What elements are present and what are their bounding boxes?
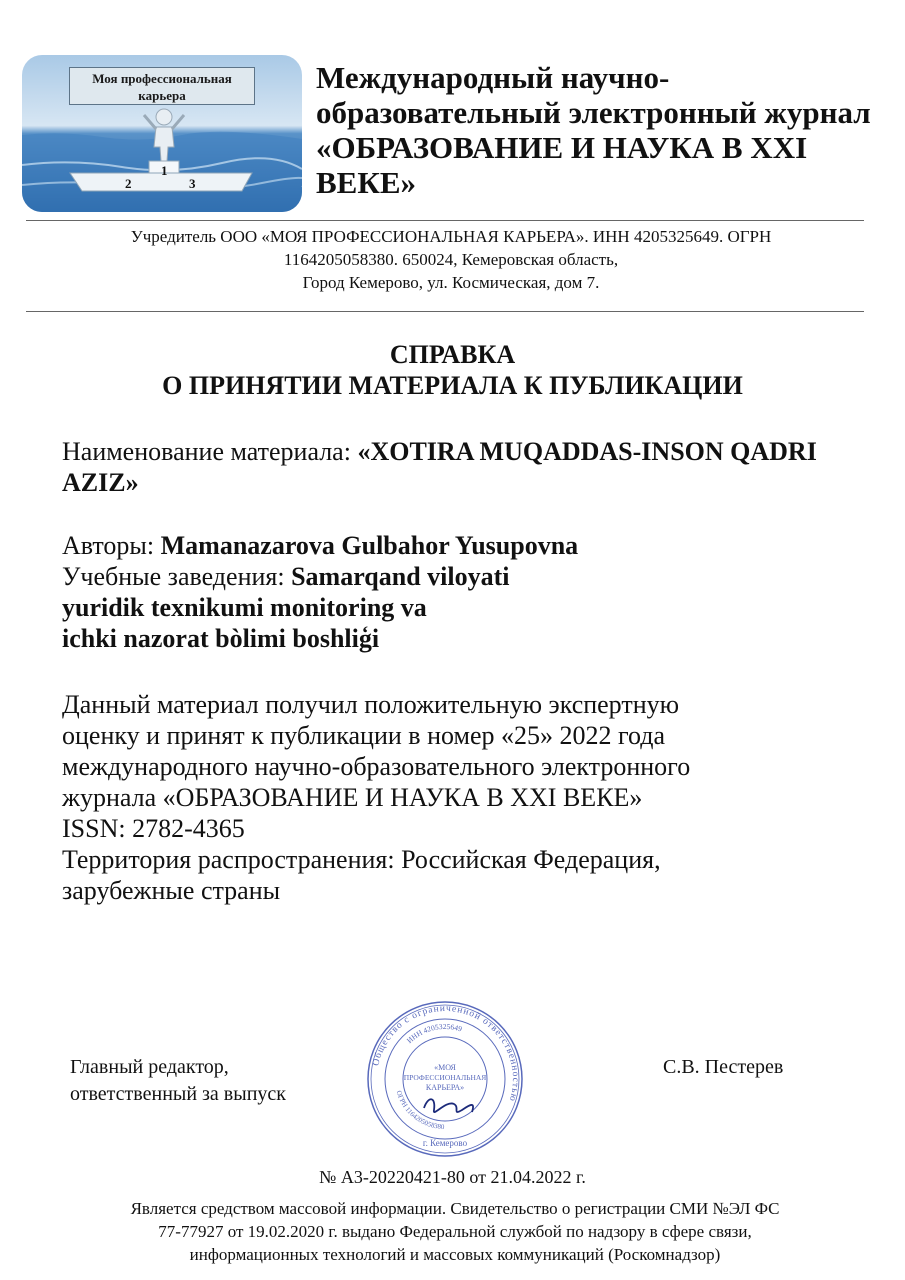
territory-line: зарубежные страны: [62, 876, 281, 905]
logo-label: Моя профессиональная карьера: [69, 67, 255, 105]
material-label: Наименование материала:: [62, 437, 351, 466]
institution-value-line: Samarqand viloyati: [291, 562, 510, 591]
acceptance-text: [62, 689, 852, 906]
stamp-ogrn: ОГРН 1164205058380: [394, 1089, 445, 1132]
institution-label: Учебные заведения:: [62, 562, 285, 591]
footer-line: Является средством массовой информации. Свидетельство о регистрации СМИ №ЭЛ ФС: [130, 1199, 780, 1218]
editor-title-line: ответственный за выпуск: [70, 1083, 286, 1105]
founder-line: Город Кемерово, ул. Космическая, дом 7.: [302, 273, 600, 292]
founder-line: 1164205058380. 650024, Кемеровская область,: [283, 250, 619, 269]
editor-title-line: Главный редактор,: [70, 1056, 229, 1078]
footer-line: информационных технологий и массовых коммуникаций (Роскомнадзор): [189, 1245, 721, 1264]
material-value: «XOTIRA MUQADDAS-INSON QADRI AZIZ»: [62, 437, 817, 497]
podium-number-1: 1: [161, 163, 168, 178]
body-line: оценку и принят к публикации в номер «25» 2022 года: [62, 721, 666, 750]
founder-divider: [26, 311, 864, 312]
stamp-center-line: «МОЯ: [434, 1063, 456, 1072]
official-stamp: [366, 1000, 524, 1158]
stamp-center-line: КАРЬЕРА»: [425, 1083, 465, 1092]
podium-number-3: 3: [189, 176, 196, 191]
stamp-city: г. Кемерово: [422, 1138, 468, 1148]
institution-value-line: yuridik texnikumi monitoring va: [62, 593, 427, 622]
authors-label: Авторы:: [62, 531, 155, 560]
document-title-line: СПРАВКА: [389, 340, 516, 369]
certificate-number: № А3-20220421-80 от 21.04.2022 г.: [319, 1167, 586, 1187]
territory-line: Территория распространения: Российская Федерация,: [62, 845, 661, 874]
editor-title: [70, 1054, 286, 1108]
journal-title: Международный научно-образовательный электронный журнал «ОБРАЗОВАНИЕ И НАУКА В XXI ВЕКЕ»: [316, 60, 871, 200]
document-title: [30, 339, 875, 401]
authors-value: Mamanazarova Gulbahor Yusupovna: [160, 531, 579, 560]
journal-logo: [22, 55, 302, 212]
stamp-center-line: ПРОФЕССИОНАЛЬНАЯ: [403, 1073, 487, 1082]
authors-section: [62, 530, 852, 654]
signature-scribble: [424, 1099, 473, 1112]
material-section: [62, 436, 852, 498]
institution-value-line: ichki nazorat bòlimi boshliģi: [62, 624, 380, 653]
founder-line: Учредитель ООО «МОЯ ПРОФЕССИОНАЛЬНАЯ КАРЬЕРА». ИНН 4205325649. ОГРН: [130, 227, 772, 246]
body-line: Данный материал получил положительную экспертную: [62, 690, 680, 719]
svg-text:ИНН 4205325649: [405, 1022, 463, 1045]
founder-info: [30, 225, 872, 294]
header-divider: [26, 220, 864, 221]
document-title-line: О ПРИНЯТИИ МАТЕРИАЛА К ПУБЛИКАЦИИ: [162, 371, 743, 400]
issn: ISSN: 2782-4365: [62, 814, 245, 843]
stamp-inn: ИНН 4205325649: [404, 1021, 464, 1046]
footer-line: 77-77927 от 19.02.2020 г. выдано Федеральной службой по надзору в сфере связи,: [158, 1222, 752, 1241]
chief-editor-name: С.В. Пестерев: [663, 1056, 784, 1078]
podium-number-2: 2: [125, 176, 132, 191]
body-line: международного научно-образовательного электронного: [62, 752, 691, 781]
body-line: журнала «ОБРАЗОВАНИЕ И НАУКА В XXI ВЕКЕ»: [62, 783, 643, 812]
stamp-outer-text: Общество с ограниченной ответственностью: [371, 1003, 521, 1103]
media-registration-note: [40, 1197, 870, 1266]
